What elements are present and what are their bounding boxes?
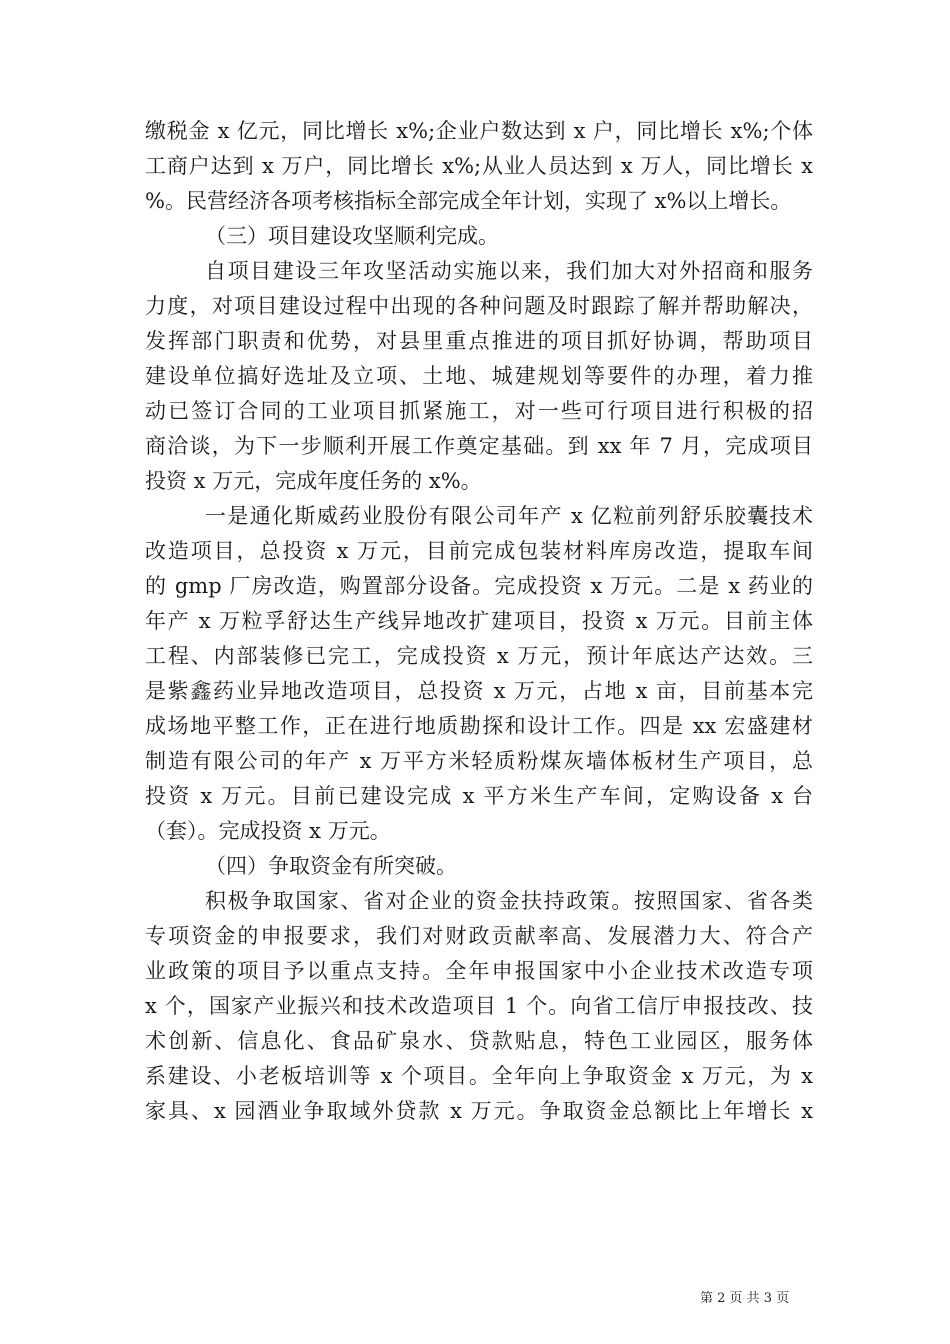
text-line: 专项资金的申报要求，我们对财政贡献率高、发展潜力大、符合产 <box>145 924 813 948</box>
text-line: 力度，对项目建设过程中出现的各种问题及时跟踪了解并帮助解决， <box>145 294 813 318</box>
text-line: 一是通化斯威药业股份有限公司年产 x 亿粒前列舒乐胶囊技术 <box>205 504 813 528</box>
text-line: x 个，国家产业振兴和技术改造项目 1 个。向省工信厅申报技改、技 <box>145 994 813 1018</box>
text-line: 投资 x 万元，完成年度任务的 x%。 <box>145 469 482 493</box>
text-line: 系建设、小老板培训等 x 个项目。全年向上争取资金 x 万元，为 x <box>145 1064 813 1088</box>
text-line: 积极争取国家、省对企业的资金扶持政策。按照国家、省各类 <box>205 889 813 913</box>
text-line: 缴税金 x 亿元，同比增长 x%;企业户数达到 x 户，同比增长 x%;个体 <box>145 119 813 143</box>
text-line: 商洽谈，为下一步顺利开展工作奠定基础。到 xx 年 7 月，完成项目 <box>145 434 813 458</box>
document-body <box>145 114 813 1129</box>
text-line: %。民营经济各项考核指标全部完成全年计划，实现了 x%以上增长。 <box>145 189 792 213</box>
text-line: 家具、x 园酒业争取域外贷款 x 万元。争取资金总额比上年增长 x <box>145 1099 813 1123</box>
text-line: 工商户达到 x 万户，同比增长 x%;从业人员达到 x 万人，同比增长 x <box>145 154 813 178</box>
text-line: 制造有限公司的年产 x 万平方米轻质粉煤灰墙体板材生产项目，总 <box>145 749 813 773</box>
text-line: 改造项目，总投资 x 万元，目前完成包装材料库房改造，提取车间 <box>145 539 813 563</box>
text-line: 投资 x 万元。目前已建设完成 x 平方米生产车间，定购设备 x 台 <box>145 784 813 808</box>
text-line: 术创新、信息化、食品矿泉水、贷款贴息，特色工业园区，服务体 <box>145 1029 813 1053</box>
text-line: 自项目建设三年攻坚活动实施以来，我们加大对外招商和服务 <box>205 259 813 283</box>
text-line: 业政策的项目予以重点支持。全年申报国家中小企业技术改造专项 <box>145 959 813 983</box>
text-line: （三）项目建设攻坚顺利完成。 <box>205 224 499 248</box>
text-line: 是紫鑫药业异地改造项目，总投资 x 万元，占地 x 亩，目前基本完 <box>145 679 813 703</box>
text-line: 成场地平整工作，正在进行地质勘探和设计工作。四是 xx 宏盛建材 <box>145 714 813 738</box>
text-line: （四）争取资金有所突破。 <box>205 854 457 878</box>
text-line: 建设单位搞好选址及立项、土地、城建规划等要件的办理，着力推 <box>145 364 813 388</box>
text-line: 年产 x 万粒孚舒达生产线异地改扩建项目，投资 x 万元。目前主体 <box>145 609 813 633</box>
text-line: 的 gmp 厂房改造，购置部分设备。完成投资 x 万元。二是 x 药业的 <box>145 574 813 598</box>
text-line: 动已签订合同的工业项目抓紧施工，对一些可行项目进行积极的招 <box>145 399 813 423</box>
text-line: 工程、内部装修已完工，完成投资 x 万元，预计年底达产达效。三 <box>145 644 813 668</box>
text-line: （套）。完成投资 x 万元。 <box>145 819 391 843</box>
text-line: 发挥部门职责和优势，对县里重点推进的项目抓好协调，帮助项目 <box>145 329 813 353</box>
page-number: 第 2 页 共 3 页 <box>700 1291 790 1306</box>
